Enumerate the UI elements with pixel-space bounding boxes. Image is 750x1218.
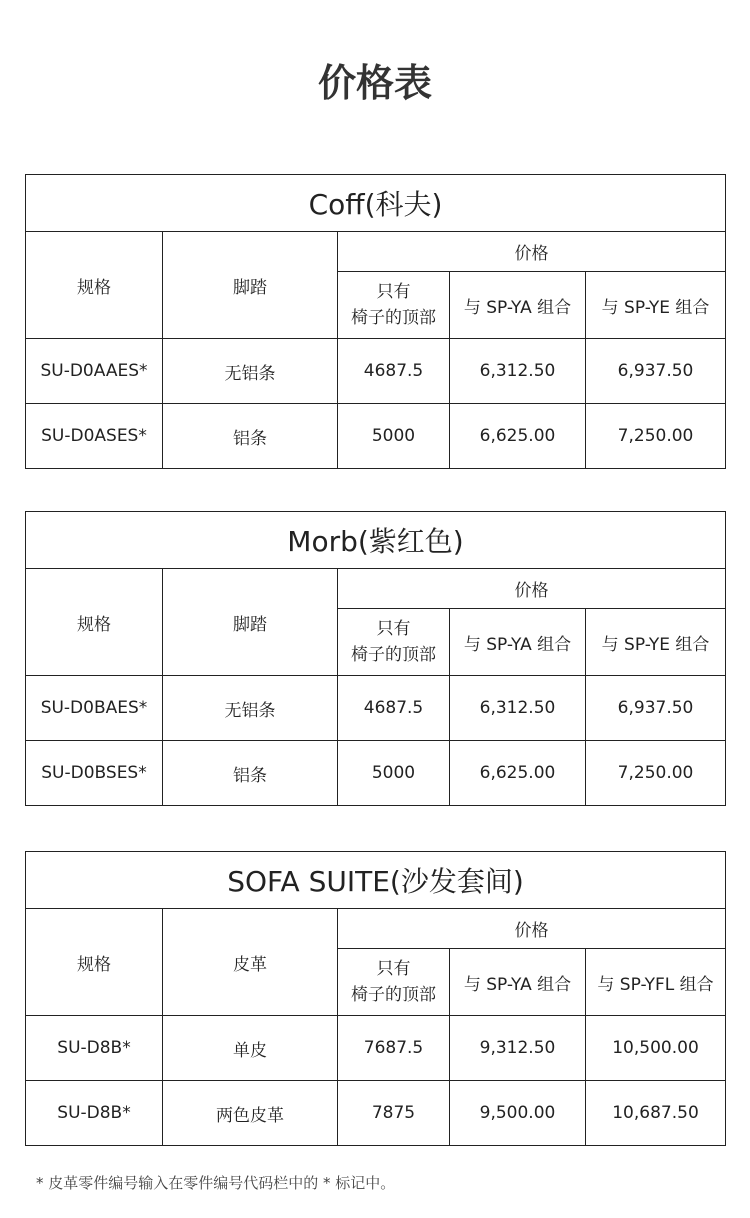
cell-price-b: 7,250.00 (586, 404, 726, 469)
header-with-a: 与 SP-YA 组合 (450, 272, 586, 339)
table-title: Morb(紫红色) (26, 512, 726, 569)
header-spec: 规格 (26, 569, 163, 676)
cell-price-a: 6,625.00 (450, 404, 586, 469)
header-footrest: 脚踏 (163, 232, 338, 339)
cell-price-a: 6,625.00 (450, 741, 586, 806)
header-only-line1: 只有 (376, 282, 411, 302)
price-table-coff (25, 174, 726, 469)
header-chair-top-only (338, 609, 450, 676)
cell-price-only: 4687.5 (338, 676, 450, 741)
cell-spec: SU-D0ASES* (26, 404, 163, 469)
header-spec: 规格 (26, 232, 163, 339)
header-spec: 规格 (26, 909, 163, 1016)
table-title: SOFA SUITE(沙发套间) (26, 852, 726, 909)
table-title: Coff(科夫) (26, 175, 726, 232)
cell-price-b: 10,500.00 (586, 1016, 726, 1081)
price-table-sofa-suite (25, 851, 726, 1146)
cell-price-only: 7687.5 (338, 1016, 450, 1081)
cell-footrest: 铝条 (163, 404, 338, 469)
header-with-a: 与 SP-YA 组合 (450, 609, 586, 676)
cell-price-b: 6,937.50 (586, 676, 726, 741)
cell-spec: SU-D0AAES* (26, 339, 163, 404)
cell-price-a: 9,312.50 (450, 1016, 586, 1081)
cell-leather: 单皮 (163, 1016, 338, 1081)
header-chair-top-only (338, 949, 450, 1016)
cell-price-only: 7875 (338, 1081, 450, 1146)
header-chair-top-only (338, 272, 450, 339)
table-row (26, 1081, 726, 1146)
cell-price-a: 6,312.50 (450, 339, 586, 404)
table-row (26, 741, 726, 806)
header-with-b: 与 SP-YFL 组合 (586, 949, 726, 1016)
cell-spec: SU-D0BAES* (26, 676, 163, 741)
cell-footrest: 无铝条 (163, 339, 338, 404)
cell-leather: 两色皮革 (163, 1081, 338, 1146)
header-only-line2: 椅子的顶部 (351, 985, 436, 1005)
cell-footrest: 铝条 (163, 741, 338, 806)
cell-price-only: 4687.5 (338, 339, 450, 404)
cell-price-only: 5000 (338, 404, 450, 469)
cell-price-b: 7,250.00 (586, 741, 726, 806)
header-leather: 皮革 (163, 909, 338, 1016)
header-price: 价格 (338, 909, 726, 949)
header-price: 价格 (338, 569, 726, 609)
header-footrest: 脚踏 (163, 569, 338, 676)
price-table-morb (25, 511, 726, 806)
header-with-b: 与 SP-YE 组合 (586, 609, 726, 676)
header-with-a: 与 SP-YA 组合 (450, 949, 586, 1016)
cell-spec: SU-D0BSES* (26, 741, 163, 806)
cell-price-a: 9,500.00 (450, 1081, 586, 1146)
cell-price-a: 6,312.50 (450, 676, 586, 741)
cell-spec: SU-D8B* (26, 1016, 163, 1081)
cell-price-b: 6,937.50 (586, 339, 726, 404)
header-only-line2: 椅子的顶部 (351, 308, 436, 328)
header-only-line1: 只有 (376, 619, 411, 639)
header-only-line1: 只有 (376, 959, 411, 979)
table-row (26, 1016, 726, 1081)
table-row (26, 676, 726, 741)
header-price: 价格 (338, 232, 726, 272)
table-row (26, 404, 726, 469)
cell-price-only: 5000 (338, 741, 450, 806)
footnote: * 皮革零件编号输入在零件编号代码栏中的 * 标记中。 (36, 1174, 396, 1192)
cell-price-b: 10,687.50 (586, 1081, 726, 1146)
table-row (26, 339, 726, 404)
cell-footrest: 无铝条 (163, 676, 338, 741)
header-only-line2: 椅子的顶部 (351, 645, 436, 665)
page-title: 价格表 (317, 61, 432, 105)
header-with-b: 与 SP-YE 组合 (586, 272, 726, 339)
cell-spec: SU-D8B* (26, 1081, 163, 1146)
